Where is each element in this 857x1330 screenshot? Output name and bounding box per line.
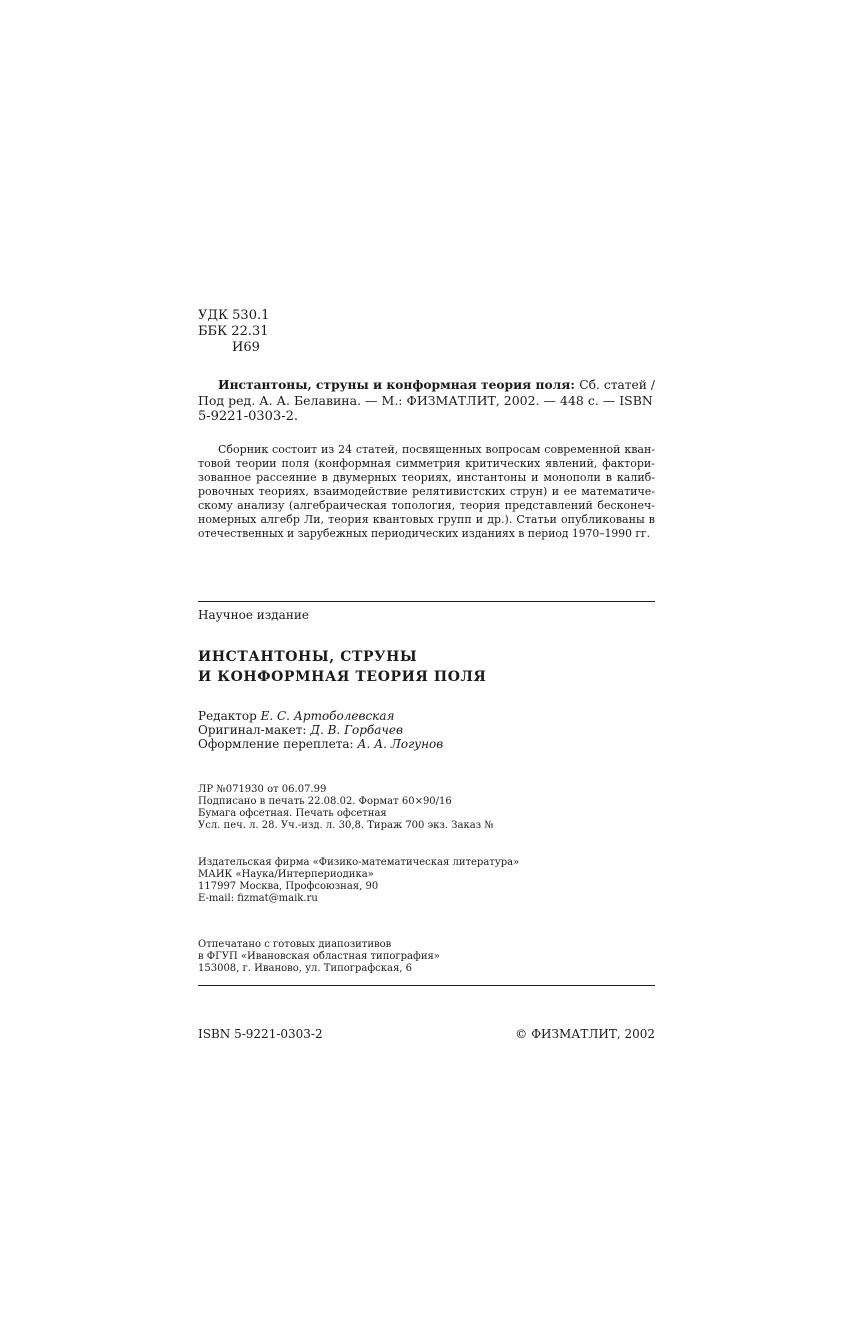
layout-name: Д. В. Горбачев [310,723,403,737]
book-title-line-2: И КОНФОРМНАЯ ТЕОРИЯ ПОЛЯ [198,669,487,685]
printer-line-2: в ФГУП «Ивановская областная типография» [198,951,440,962]
publisher-block [198,857,655,905]
classification-block [198,308,655,356]
annotation-line: ровочных теориях, взаимодействие релятивистских струн) и ее математиче- [198,485,655,498]
footer [198,1026,655,1042]
editor-label: Редактор [198,709,257,723]
annotation-line: товой теории поля (конформная симметрия критических явлений, фактори- [198,457,655,470]
cover-name: А. А. Логунов [357,737,444,751]
cover-credit [198,737,655,751]
citation-title: Инстантоны, струны и конформная теория поля: [218,377,575,392]
cover-label: Оформление переплета: [198,737,354,751]
author-sign: И69 [232,340,260,355]
annotation-line: скому анализу (алгебраическая топология, теория представлений бесконеч- [198,499,655,512]
license-block [198,784,655,832]
editor-credit [198,709,655,723]
publisher-email: E-mail: fizmat@maik.ru [198,893,318,904]
book-title-line-1: ИНСТАНТОНЫ, СТРУНЫ [198,649,418,665]
printer-block [198,939,655,975]
divider-top [198,601,655,602]
annotation-block [198,443,655,541]
annotation-line: Сборник состоит из 24 статей, посвященных вопросам современной кван- [218,443,655,456]
book-title [198,647,655,687]
license-number: ЛР №071930 от 06.07.99 [198,784,327,795]
citation-type: Сб. статей / [579,378,655,392]
citation-line-3: 5-9221-0303-2. [198,409,299,424]
layout-credit [198,723,655,737]
citation-block [198,377,655,425]
citation-line-1 [198,377,655,393]
publisher-address: 117997 Москва, Профсоюзная, 90 [198,881,379,892]
layout-label: Оригинал-макет: [198,723,307,737]
citation-line-2: Под ред. А. А. Белавина. — М.: ФИЗМАТЛИТ, 2002. — 448 с. — ISBN [198,393,653,408]
annotation-line: отечественных и зарубежных периодических изданиях в период 1970–1990 гг. [198,527,651,540]
isbn: ISBN 5-9221-0303-2 [198,1027,323,1041]
annotation-line: номерных алгебр Ли, теория квантовых групп и др.). Статьи опубликованы в [198,513,655,526]
paper-type: Бумага офсетная. Печать офсетная [198,808,387,819]
annotation-line: зованное рассеяние в двумерных теориях, инстантоны и монополи в калиб- [198,471,655,484]
divider-bottom [198,985,655,986]
publisher-name: Издательская фирма «Физико-математическая литература» [198,857,520,868]
bbk-code: ББК 22.31 [198,324,269,339]
editor-name: Е. С. Артоболевская [260,709,395,723]
udk-code: УДК 530.1 [198,308,270,323]
credits-block [198,709,655,751]
copyright: © ФИЗМАТЛИТ, 2002 [515,1027,655,1041]
publisher-group: МАИК «Наука/Интерпериодика» [198,869,374,880]
genre-label: Научное издание [198,608,309,622]
print-run: Усл. печ. л. 28. Уч.-изд. л. 30,8. Тираж 700 экз. Заказ № [198,820,494,831]
printer-line-1: Отпечатано с готовых диапозитивов [198,939,392,950]
printer-address: 153008, г. Иваново, ул. Типографская, 6 [198,963,413,974]
print-signed: Подписано в печать 22.08.02. Формат 60×90/16 [198,796,452,807]
